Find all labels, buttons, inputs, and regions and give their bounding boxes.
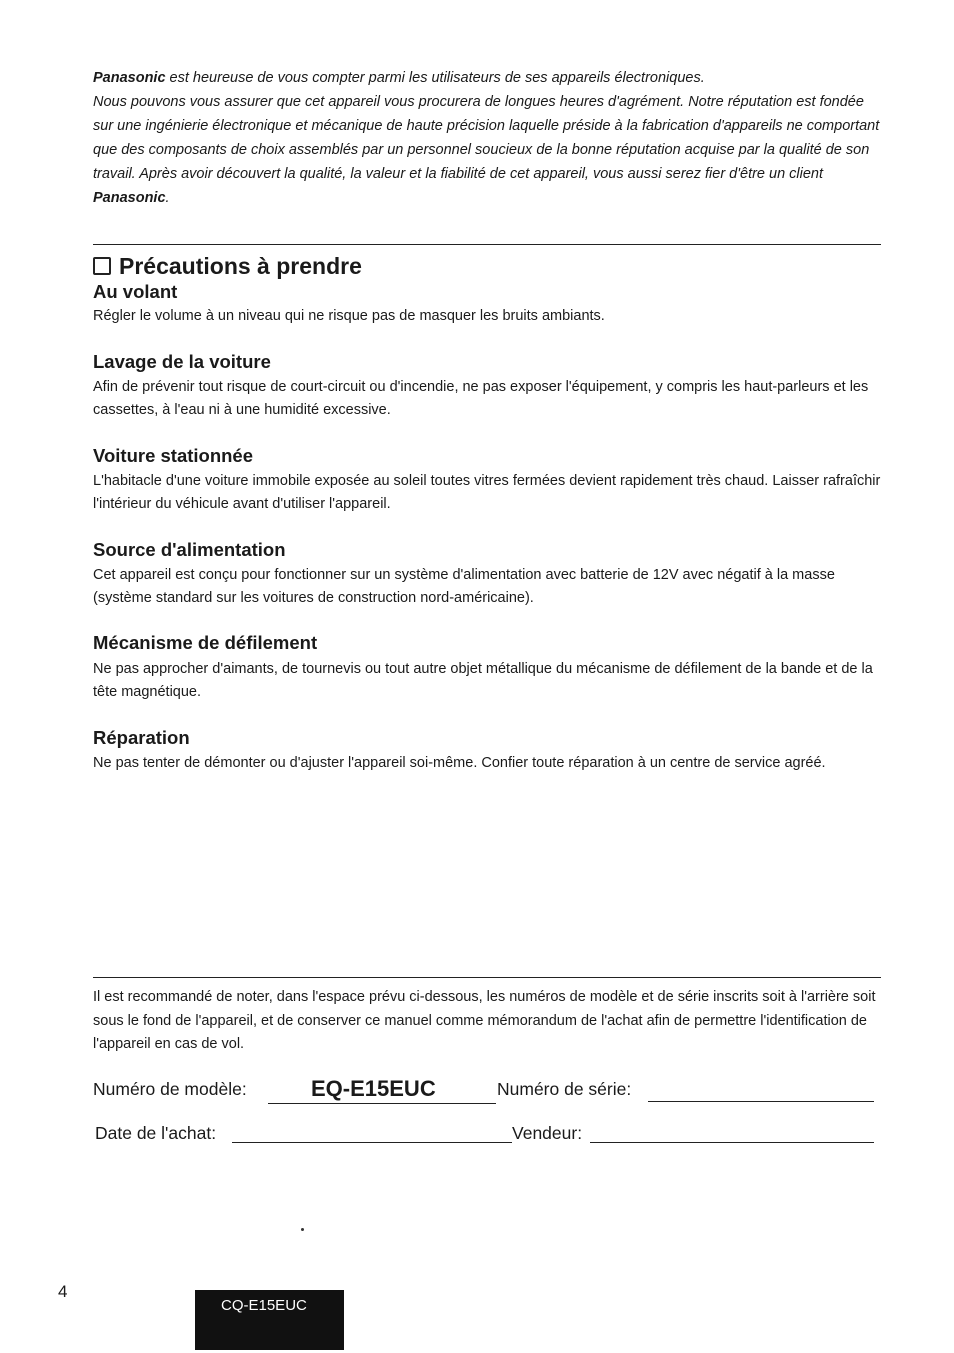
record-note: Il est recommandé de noter, dans l'espace prévu ci-dessous, les numéros de modèle et de série inscrits soit à l'arrière soit sous le fond de l'appareil, et de conserver ce manuel comme mémorandum de l'achat afin de permettre l'identification de l'appareil en cas de vol. (93, 989, 876, 1052)
serial-number-field[interactable] (648, 1101, 874, 1102)
section-heading-stationnee: Voiture stationnée (93, 445, 254, 466)
brand-name: Panasonic (93, 70, 166, 86)
stray-dot (301, 1228, 304, 1231)
dealer-label: Vendeur: (512, 1123, 583, 1143)
section-text-alimentation: Cet appareil est conçu pour fonctionner sur un système d'alimentation avec batterie de 12V avec négatif à la masse (système standard sur les voitures de construction nord-américaine). (93, 567, 835, 606)
section-heading-reparation: Réparation (93, 727, 190, 748)
section-heading-defilement: Mécanisme de défilement (93, 632, 318, 653)
section-heading-lavage: Lavage de la voiture (93, 351, 271, 372)
serial-number-label: Numéro de série: (497, 1079, 632, 1099)
page-number: 4 (58, 1282, 68, 1301)
footer-model-text: CQ-E15EUC (221, 1297, 307, 1314)
brand-name-end: Panasonic (93, 190, 166, 206)
section-text-reparation: Ne pas tenter de démonter ou d'ajuster l'appareil soi-même. Confier toute réparation à un centre de service agréé. (93, 755, 826, 771)
divider-top (93, 244, 881, 245)
section-text-volant: Régler le volume à un niveau qui ne risque pas de masquer les bruits ambiants. (93, 308, 605, 324)
precautions-title-text: Précautions à prendre (119, 253, 362, 279)
section-text-lavage: Afin de prévenir tout risque de court-circuit ou d'incendie, ne pas exposer l'équipement, y compris les haut-parleurs et les cassettes, à l'eau ni à une humidité excessive. (93, 379, 869, 418)
divider-bottom (93, 977, 881, 978)
intro-end: . (165, 190, 170, 206)
intro-paragraph (93, 66, 883, 210)
footer-model-tag (195, 1290, 344, 1350)
intro-line-2: Nous pouvons vous assurer que cet appareil vous procurera de longues heures d'agrément. Notre réputation est fondée sur une ingénierie électronique et mécanique de haute précision laquelle préside à la fabrication d'appareils ne comportant que des composants de choix assemblés par un personnel soucieux de la bonne réputation acquise par la qualité de son travail. Après avoir découvert la qualité, la valeur et la fiabilité de cet appareil, vous aussi serez fier d'être un client (93, 94, 880, 182)
model-number-label: Numéro de modèle: (93, 1079, 247, 1099)
purchase-date-label: Date de l'achat: (95, 1123, 217, 1143)
checkbox-icon (93, 257, 111, 275)
section-text-defilement: Ne pas approcher d'aimants, de tournevis ou tout autre objet métallique du mécanisme de défilement de la bande et de la tête magnétique. (93, 661, 873, 700)
model-number-line (268, 1103, 496, 1104)
dealer-field[interactable] (590, 1142, 874, 1143)
purchase-date-field[interactable] (232, 1142, 512, 1143)
intro-line-1: est heureuse de vous compter parmi les utilisateurs de ses appareils électroniques. (165, 70, 705, 86)
model-number-value: EQ-E15EUC (311, 1076, 436, 1101)
precautions-title (93, 251, 362, 281)
section-text-stationnee: L'habitacle d'une voiture immobile exposée au soleil toutes vitres fermées devient rapidement très chaud. Laisser rafraîchir l'intérieur du véhicule avant d'utiliser l'appareil. (93, 473, 881, 512)
section-heading-alimentation: Source d'alimentation (93, 539, 286, 560)
section-heading-volant: Au volant (93, 281, 178, 302)
